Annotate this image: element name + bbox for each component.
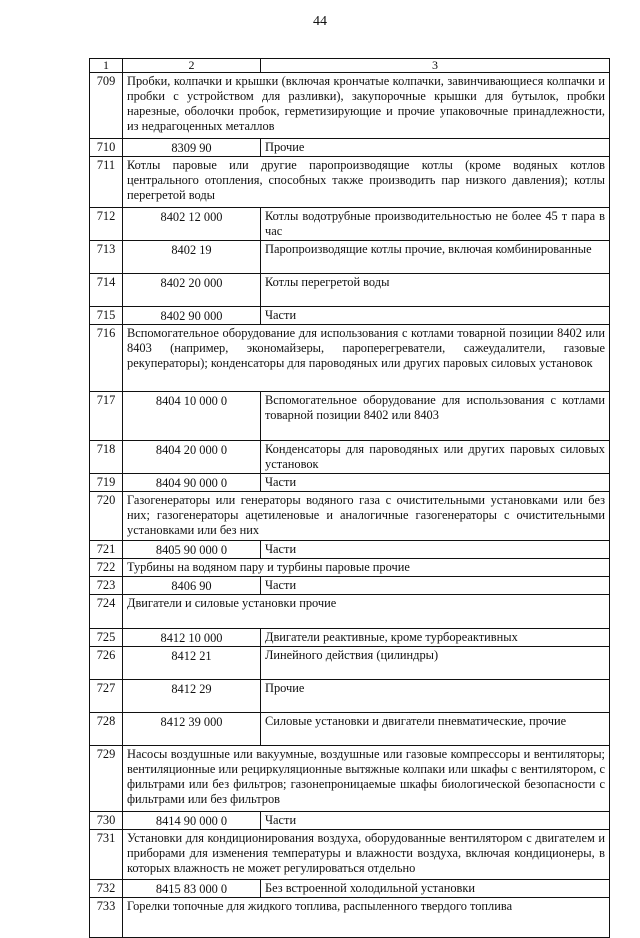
table-row [90,647,610,680]
table-row [90,595,610,629]
row-number: 731 [90,830,123,880]
commodity-code: 8415 83 000 0 [123,880,261,898]
column-header: 3 [261,59,610,73]
table-row [90,392,610,441]
table-row [90,559,610,577]
table-row [90,830,610,880]
commodity-code: 8412 21 [123,647,261,680]
table-row [90,492,610,541]
table-row [90,73,610,139]
table-row [90,713,610,746]
table-row [90,307,610,325]
table-row [90,157,610,208]
commodity-code: 8309 90 [123,139,261,157]
row-number: 722 [90,559,123,577]
table-row [90,746,610,812]
commodity-code: 8404 20 000 0 [123,441,261,474]
table-row [90,139,610,157]
commodity-description: Части [261,307,610,325]
table-row [90,680,610,713]
commodity-description: Вспомогательное оборудование для использования с котлами товарной позиции 8402 или 8403 [261,392,610,441]
commodity-code: 8402 20 000 [123,274,261,307]
row-number: 721 [90,541,123,559]
commodity-code: 8406 90 [123,577,261,595]
table-row [90,208,610,241]
row-number: 724 [90,595,123,629]
commodity-code: 8412 39 000 [123,713,261,746]
commodity-description: Части [261,812,610,830]
table-row [90,629,610,647]
row-number: 716 [90,325,123,392]
column-header: 2 [123,59,261,73]
table-row [90,241,610,274]
commodity-code: 8404 10 000 0 [123,392,261,441]
row-number: 715 [90,307,123,325]
row-number: 730 [90,812,123,830]
row-number: 733 [90,898,123,938]
row-number: 720 [90,492,123,541]
commodity-description: Котлы перегретой воды [261,274,610,307]
table-row [90,474,610,492]
commodity-code: 8414 90 000 0 [123,812,261,830]
row-number: 717 [90,392,123,441]
commodity-description: Котлы водотрубные производительностью не более 45 т пара в час [261,208,610,241]
page-number: 44 [313,14,327,29]
row-number: 728 [90,713,123,746]
row-number: 713 [90,241,123,274]
row-number: 732 [90,880,123,898]
row-number: 714 [90,274,123,307]
commodity-code: 8412 10 000 [123,629,261,647]
heading-description: Двигатели и силовые установки прочие [123,595,610,629]
commodity-description: Без встроенной холодильной установки [261,880,610,898]
row-number: 719 [90,474,123,492]
commodity-code: 8402 19 [123,241,261,274]
row-number: 718 [90,441,123,474]
commodity-code: 8412 29 [123,680,261,713]
commodity-description: Прочие [261,680,610,713]
row-number: 725 [90,629,123,647]
table-row [90,898,610,938]
table-row [90,441,610,474]
heading-description: Котлы паровые или другие паропроизводящие котлы (кроме водяных котлов центрального отопления, способных также производить пар низкого давления); котлы перегретой воды [123,157,610,208]
commodity-code: 8405 90 000 0 [123,541,261,559]
commodity-description: Паропроизводящие котлы прочие, включая комбинированные [261,241,610,274]
row-number: 729 [90,746,123,812]
heading-description: Газогенераторы или генераторы водяного газа с очистительными установками или без них; газогенераторы ацетиленовые и аналогичные газогенераторы с очистительными установками или без них [123,492,610,541]
heading-description: Турбины на водяном пару и турбины паровые прочие [123,559,610,577]
table-row [90,812,610,830]
commodity-code: 8402 12 000 [123,208,261,241]
heading-description: Вспомогательное оборудование для использования с котлами товарной позиции 8402 или 8403 (например, экономайзеры, пароперегреватели, сажеудалители, газовые рекуператоры); конденсаторы для пароводяных или других паровых силовых установок [123,325,610,392]
commodity-description: Прочие [261,139,610,157]
commodity-description: Конденсаторы для пароводяных или других паровых силовых установок [261,441,610,474]
commodity-description: Части [261,474,610,492]
row-number: 709 [90,73,123,139]
commodity-description: Силовые установки и двигатели пневматические, прочие [261,713,610,746]
commodity-description: Части [261,541,610,559]
table-row [90,541,610,559]
row-number: 710 [90,139,123,157]
tariff-table [89,58,610,938]
table-row [90,577,610,595]
row-number: 726 [90,647,123,680]
row-number: 727 [90,680,123,713]
commodity-description: Двигатели реактивные, кроме турбореактивных [261,629,610,647]
table-row [90,325,610,392]
heading-description: Насосы воздушные или вакуумные, воздушные или газовые компрессоры и вентиляторы; вентиляционные или рециркуляционные вытяжные колпаки или шкафы с вентилятором, с фильтрами или без фильтров; газонепроницаемые шкафы биологической безопасности с фильтрами или без фильтров [123,746,610,812]
heading-description: Установки для кондиционирования воздуха, оборудованные вентилятором с двигателем и приборами для изменения температуры и влажности воздуха, включая кондиционеры, в которых влажность не может регулироваться отдельно [123,830,610,880]
commodity-code: 8402 90 000 [123,307,261,325]
row-number: 711 [90,157,123,208]
table-header-row [90,59,610,73]
table-row [90,880,610,898]
row-number: 723 [90,577,123,595]
heading-description: Пробки, колпачки и крышки (включая крончатые колпачки, завинчивающиеся колпачки и пробки с устройством для разливки), закупорочные крышки для бутылок, пробки нарезные, оболочки пробок, герметизирующие и прочие упаковочные принадлежности, из недрагоценных металлов [123,73,610,139]
table-row [90,274,610,307]
commodity-code: 8404 90 000 0 [123,474,261,492]
heading-description: Горелки топочные для жидкого топлива, распыленного твердого топлива [123,898,610,938]
row-number: 712 [90,208,123,241]
column-header: 1 [90,59,123,73]
commodity-description: Части [261,577,610,595]
commodity-description: Линейного действия (цилиндры) [261,647,610,680]
